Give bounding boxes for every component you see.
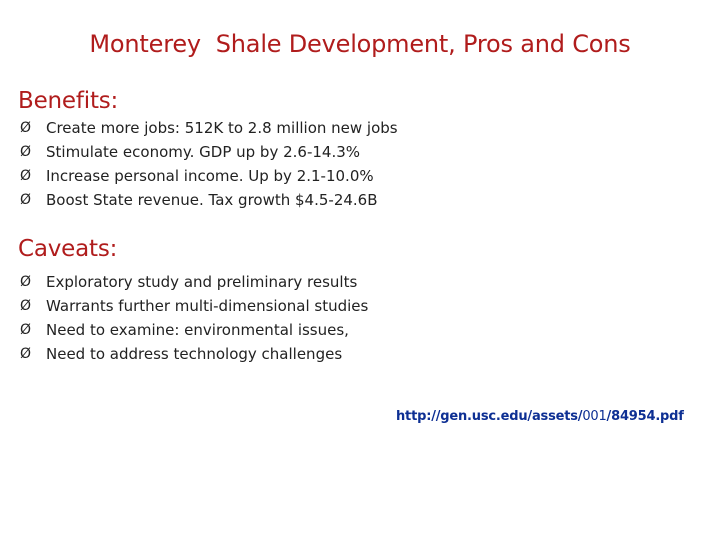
- benefit-text: Create more jobs: 512K to 2.8 million new jobs: [46, 119, 398, 137]
- arrow-bullet-icon: Ø: [20, 322, 32, 338]
- caveat-text: Need to address technology challenges: [46, 345, 343, 363]
- list-item: [20, 116, 398, 140]
- caveat-text: Warrants further multi-dimensional studies: [46, 297, 369, 315]
- source-link-part3: /84954.pdf: [606, 409, 684, 424]
- caveats-heading: Caveats:: [18, 236, 118, 262]
- source-link-part2: 001: [582, 409, 607, 424]
- list-item: [20, 270, 368, 294]
- caveat-text: Need to examine: environmental issues,: [46, 321, 349, 339]
- arrow-bullet-icon: Ø: [20, 120, 32, 136]
- benefit-text: Stimulate economy. GDP up by 2.6-14.3%: [46, 143, 361, 161]
- caveat-text: Exploratory study and preliminary results: [46, 273, 358, 291]
- arrow-bullet-icon: Ø: [20, 274, 32, 290]
- list-item: [20, 164, 398, 188]
- arrow-bullet-icon: Ø: [20, 192, 32, 208]
- list-item: [20, 318, 368, 342]
- source-link-part1: http://gen.usc.edu/assets/: [396, 409, 583, 424]
- benefits-list: [20, 116, 398, 212]
- slide-title: Monterey Shale Development, Pros and Cons: [89, 30, 631, 58]
- source-link[interactable]: [396, 409, 708, 424]
- list-item: [20, 140, 398, 164]
- benefit-text: Increase personal income. Up by 2.1-10.0%: [46, 167, 374, 185]
- arrow-bullet-icon: Ø: [20, 298, 32, 314]
- arrow-bullet-icon: Ø: [20, 346, 32, 362]
- benefit-text: Boost State revenue. Tax growth $4.5-24.6B: [46, 191, 378, 209]
- caveats-list: [20, 270, 368, 366]
- list-item: [20, 188, 398, 212]
- list-item: [20, 294, 368, 318]
- arrow-bullet-icon: Ø: [20, 144, 32, 160]
- list-item: [20, 342, 368, 366]
- benefits-heading: Benefits:: [18, 88, 119, 114]
- arrow-bullet-icon: Ø: [20, 168, 32, 184]
